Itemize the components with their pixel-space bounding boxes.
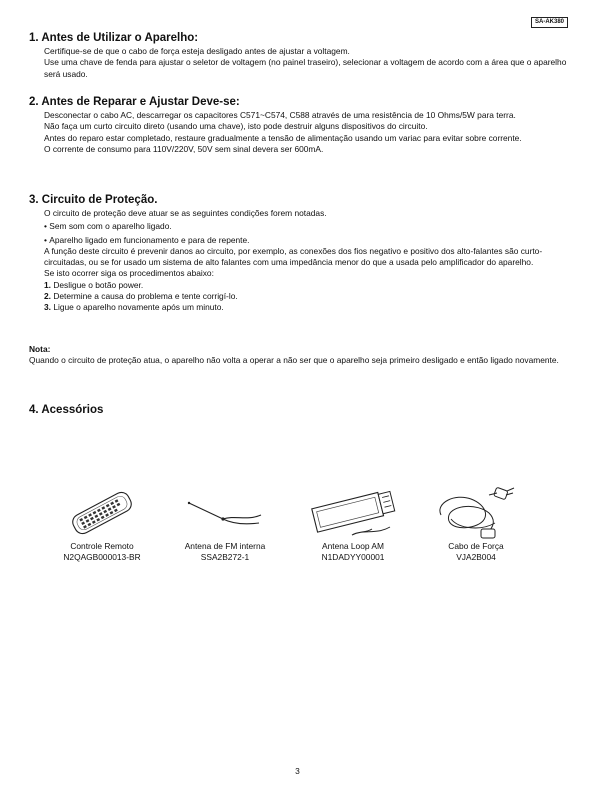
am-loop-antenna-icon bbox=[306, 485, 400, 541]
section-3-intro: O circuito de proteção deve atuar se as seguintes condições forem notadas. bbox=[44, 208, 327, 218]
section-3-title: 3. Circuito de Proteção. bbox=[29, 194, 158, 206]
section-1-title: 1. Antes de Utilizar o Aparelho: bbox=[29, 32, 199, 44]
section-2-title: 2. Antes de Reparar e Ajustar Deve-se: bbox=[29, 96, 240, 108]
note-block bbox=[29, 344, 570, 367]
note-text: Quando o circuito de proteção atua, o aparelho não volta a operar a não ser que o aparelho seja primeiro desligado e então ligado novamente. bbox=[29, 355, 559, 366]
accessory-power-cord bbox=[421, 485, 531, 563]
note-label: Nota: bbox=[29, 344, 51, 354]
accessory-part-number: SSA2B272-1 bbox=[200, 552, 250, 562]
accessory-name: Cabo de Força bbox=[448, 541, 504, 551]
procedure-step: 1. Desligue o botão power. bbox=[44, 279, 144, 290]
section-2-line: Desconectar o cabo AC, descarregar os capacitores C571~C574, C588 através de uma resistência de 10 Ohms/5W para terra. bbox=[44, 110, 516, 120]
condition-bullet: • Sem som com o aparelho ligado. bbox=[44, 221, 570, 232]
accessory-name: Antena Loop AM bbox=[322, 541, 384, 551]
section-2-body bbox=[44, 110, 570, 155]
condition-bullet: • Aparelho ligado em funcionamento e para de repente. bbox=[44, 235, 570, 246]
accessory-fm-antenna bbox=[170, 485, 280, 563]
section-1-line: Certifique-se de que o cabo de força esteja desligado antes de ajustar a voltagem. bbox=[44, 46, 350, 56]
page-number: 3 bbox=[295, 766, 300, 776]
model-tag: SA-AK380 bbox=[531, 17, 568, 28]
accessory-name: Antena de FM interna bbox=[184, 541, 266, 551]
section-3-explanation: A função deste circuito é prevenir danos ao circuito, por exemplo, as conexões dos fios negativo e positivo dos alto-falantes são curto-circuitadas, ou se for usado um sistema de alto falantes com uma impedância menor do que a usada pelo amplificador do aparelho. bbox=[44, 245, 543, 268]
procedure-step: 2. Determine a causa do problema e tente corrigí-lo. bbox=[44, 291, 238, 302]
section-2-line: Antes do reparo estar completado, restaure gradualmente a tensão de alimentação usando um variac para evitar sobre corrente. bbox=[44, 132, 522, 143]
section-1-line: Use uma chave de fenda para ajustar o seletor de voltagem (no painel traseiro), selecionar a voltagem de acordo com a área que o aparelho será usado. bbox=[44, 57, 567, 79]
accessory-remote-control bbox=[47, 485, 157, 563]
section-2-line: O corrente de consumo para 110V/220V, 50V sem sinal devera ser 600mA. bbox=[44, 143, 324, 154]
accessory-name: Controle Remoto bbox=[70, 541, 134, 551]
power-cord-icon bbox=[431, 485, 521, 541]
section-1-body bbox=[44, 46, 570, 80]
section-3-body bbox=[44, 208, 570, 314]
remote-control-icon bbox=[67, 485, 137, 541]
accessory-part-number: N2QAGB000013-BR bbox=[63, 552, 141, 562]
section-4-title: 4. Acessórios bbox=[29, 404, 104, 416]
procedure-step: 3. Ligue o aparelho novamente após um minuto. bbox=[44, 302, 224, 313]
accessory-am-loop-antenna bbox=[298, 485, 408, 563]
accessory-part-number: VJA2B004 bbox=[456, 552, 496, 562]
procedure-intro: Se isto ocorrer siga os procedimentos abaixo: bbox=[44, 268, 214, 279]
accessory-part-number: N1DADYY00001 bbox=[321, 552, 385, 562]
section-2-line: Não faça um curto circuito direto (usando uma chave), isto pode destruir alguns dispositivos do circuito. bbox=[44, 121, 428, 132]
fm-antenna-icon bbox=[185, 485, 265, 541]
